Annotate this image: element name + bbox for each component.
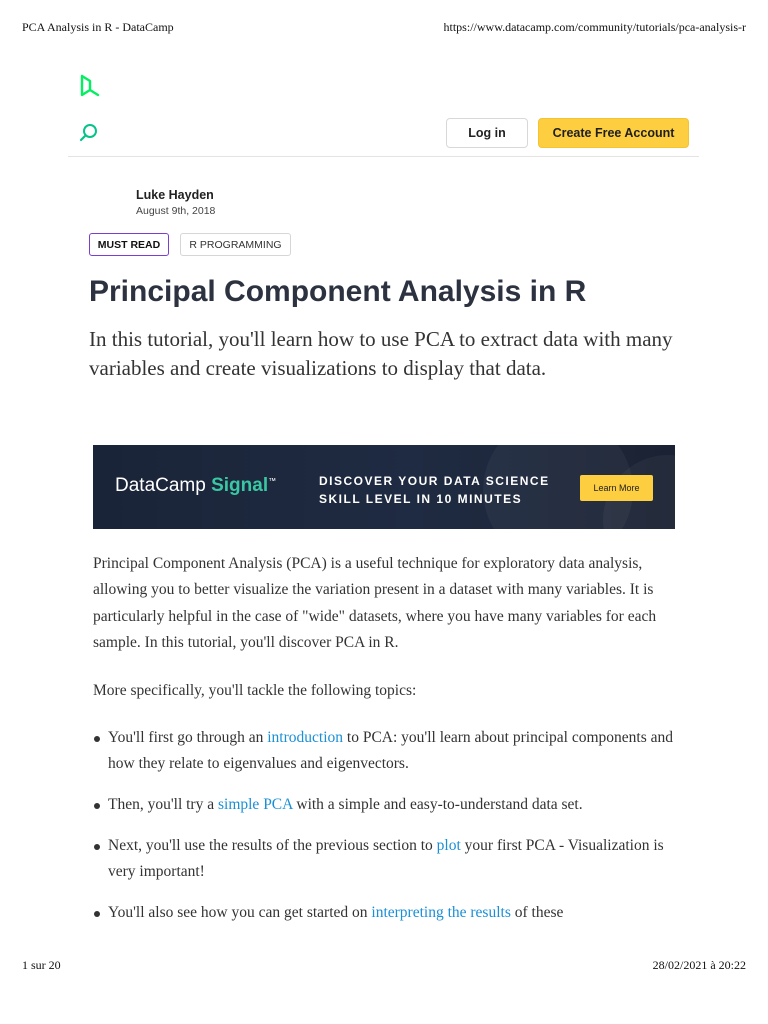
list-item <box>93 792 683 833</box>
print-page-title: PCA Analysis in R - DataCamp <box>22 20 174 34</box>
print-url: https://www.datacamp.com/community/tutorials/pca-analysis-r <box>443 20 746 34</box>
tag-must-read[interactable]: MUST READ <box>89 233 169 256</box>
banner-brand-name: DataCamp <box>115 475 206 496</box>
list-item-text: Next, you'll use the results of the previous section to <box>108 837 437 854</box>
create-account-button[interactable]: Create Free Account <box>538 118 689 148</box>
plot-link[interactable]: plot <box>436 837 461 854</box>
datacamp-signal-banner[interactable] <box>93 445 675 529</box>
print-datetime: 28/02/2021 à 20:22 <box>652 958 746 972</box>
print-page-number: 1 sur 20 <box>22 958 61 972</box>
list-item <box>93 900 683 926</box>
datacamp-logo-icon[interactable] <box>78 73 102 99</box>
interpreting-results-link[interactable]: interpreting the results <box>371 904 511 921</box>
list-item-text: Then, you'll try a <box>108 796 218 813</box>
header-divider <box>68 156 699 157</box>
login-button[interactable]: Log in <box>446 118 528 148</box>
list-item-text: your first PCA - Visualization is very important! <box>108 837 664 881</box>
tag-r-programming[interactable]: R PROGRAMMING <box>180 233 291 256</box>
topics-list <box>93 725 683 926</box>
banner-brand-highlight: Signal <box>211 475 269 496</box>
list-item-text: to PCA: you'll learn about principal components and how they relate to eigenvalues and eigenvectors. <box>108 729 673 773</box>
intro-paragraph: Principal Component Analysis (PCA) is a useful technique for exploratory data analysis, allowing you to better visualize the variation present in a dataset with many variables. It is particularly helpful in the case of "wide" datasets, where you have many variables for each sample. In this tutorial, you'll discover PCA in R. <box>93 555 657 651</box>
topics-lead: More specifically, you'll tackle the following topics: <box>93 682 417 699</box>
learn-more-button[interactable]: Learn More <box>580 475 653 501</box>
banner-trademark: ™ <box>268 476 277 486</box>
list-item-text: of these <box>510 904 564 921</box>
search-icon[interactable] <box>78 122 100 144</box>
introduction-link[interactable]: introduction <box>267 729 344 746</box>
print-footer <box>22 958 746 973</box>
banner-tagline-line: DISCOVER YOUR DATA SCIENCE <box>319 474 550 488</box>
list-item-text: You'll first go through an <box>108 729 268 746</box>
list-item <box>93 725 683 792</box>
publish-date: August 9th, 2018 <box>136 205 216 217</box>
author-block <box>136 188 215 218</box>
banner-tagline <box>319 472 569 508</box>
banner-tagline-line: SKILL LEVEL IN 10 MINUTES <box>319 492 523 506</box>
page-subtitle: In this tutorial, you'll learn how to use PCA to extract data with many variables and create visualizations to display that data. <box>89 327 673 380</box>
author-name[interactable]: Luke Hayden <box>136 188 214 202</box>
page-title: Principal Component Analysis in R <box>89 275 587 308</box>
simple-pca-link[interactable]: simple PCA <box>217 796 293 813</box>
print-header <box>22 20 746 35</box>
list-item <box>93 833 683 900</box>
banner-brand <box>115 475 276 497</box>
list-item-text: with a simple and easy-to-understand data set. <box>292 796 583 813</box>
list-item-text: You'll also see how you can get started on <box>108 904 372 921</box>
